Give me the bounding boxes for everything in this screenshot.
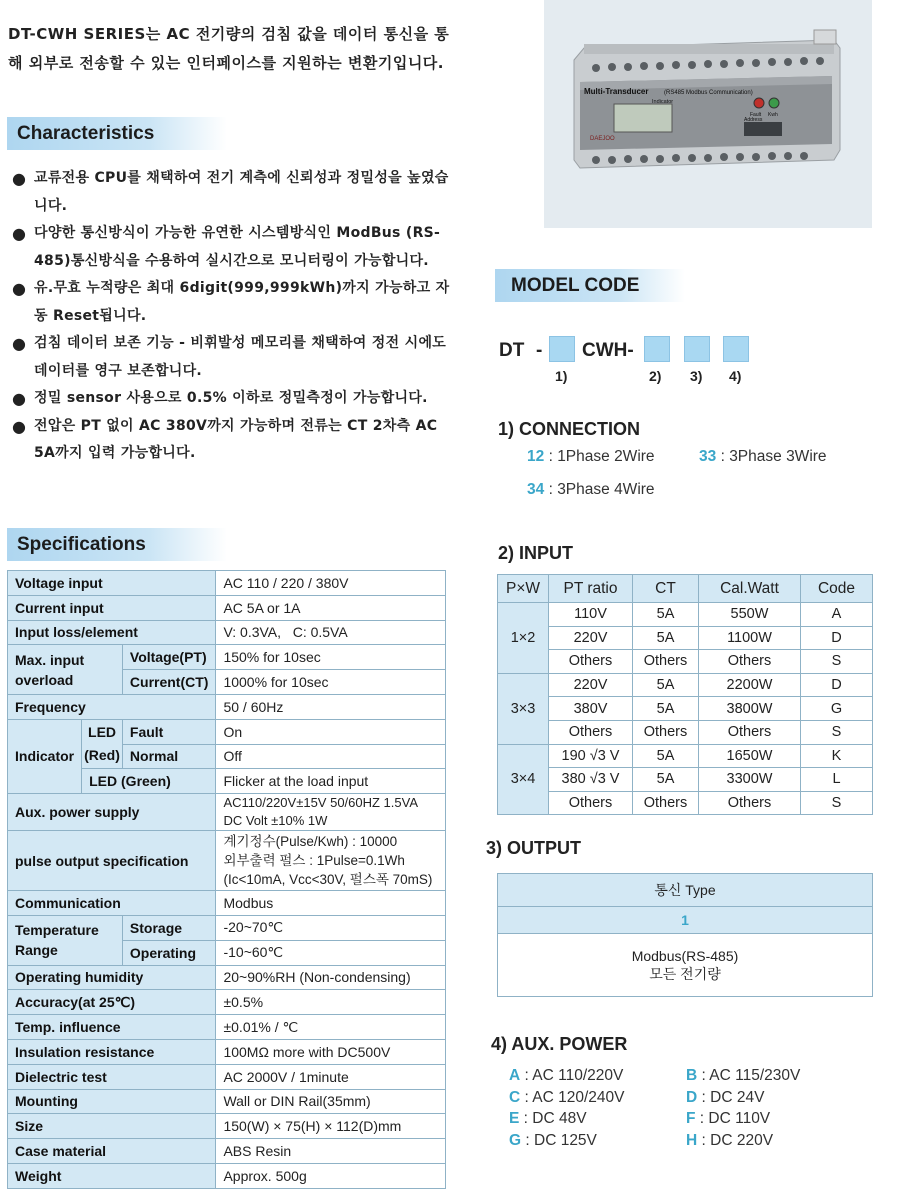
bullet-icon: ● bbox=[12, 334, 26, 353]
spec-sublabel: Normal bbox=[122, 744, 216, 769]
spec-value: 50 / 60Hz bbox=[216, 694, 446, 719]
spec-value: V: 0.3VA, C: 0.5VA bbox=[216, 620, 446, 645]
group-label: 1×2 bbox=[498, 603, 549, 674]
spec-label: Voltage input bbox=[8, 571, 216, 596]
table-row bbox=[8, 1163, 446, 1188]
table-row bbox=[498, 907, 873, 934]
spec-sublabel: Voltage(PT) bbox=[122, 645, 216, 670]
spec-value: 150% for 10sec bbox=[216, 645, 446, 670]
spec-value: Wall or DIN Rail(35mm) bbox=[216, 1089, 446, 1114]
spec-label: Weight bbox=[8, 1163, 216, 1188]
spec-value: AC110/220V±15V 50/60HZ 1.5VA DC Volt ±10% 1W bbox=[216, 794, 446, 831]
column-header: PT ratio bbox=[549, 575, 633, 603]
spec-value: AC 110 / 220 / 380V bbox=[216, 571, 446, 596]
output-code: 1 bbox=[498, 907, 873, 934]
spec-sublabel: Current(CT) bbox=[122, 670, 216, 695]
list-item: D : DC 24V bbox=[686, 1088, 765, 1106]
table-row bbox=[8, 831, 446, 891]
spec-label: Insulation resistance bbox=[8, 1039, 216, 1064]
connection-item: 34 : 3Phase 4Wire bbox=[527, 481, 655, 498]
table-row bbox=[8, 990, 446, 1015]
spec-label: pulse output specification bbox=[8, 831, 216, 891]
spec-value: -20~70℃ bbox=[216, 915, 446, 940]
bullet-icon: ● bbox=[12, 416, 26, 436]
table-row bbox=[8, 595, 446, 620]
model-code-box-4 bbox=[723, 336, 749, 362]
table-row bbox=[8, 645, 446, 670]
model-code-marker-1: 1) bbox=[555, 368, 568, 384]
aux-power-right-column bbox=[686, 1065, 800, 1151]
spec-label: Temp. influence bbox=[8, 1015, 216, 1040]
spec-label: Communication bbox=[8, 891, 216, 916]
spec-value: On bbox=[216, 719, 446, 744]
spec-label: Operating humidity bbox=[8, 965, 216, 990]
model-code-dash: - bbox=[536, 340, 543, 361]
aux-power-left-column bbox=[509, 1065, 625, 1151]
connection-item: 33 : 3Phase 3Wire bbox=[699, 448, 827, 465]
fault-text: Fault bbox=[750, 112, 762, 118]
spec-value: Modbus bbox=[216, 891, 446, 916]
specifications-table bbox=[7, 570, 446, 1189]
spec-sublabel: Fault bbox=[122, 719, 216, 744]
model-code-box-2 bbox=[644, 336, 670, 362]
model-code-marker-4: 4) bbox=[729, 368, 742, 384]
spec-label: Frequency bbox=[8, 694, 216, 719]
product-photo bbox=[544, 0, 872, 228]
led-red-label: LED (Red) bbox=[82, 719, 123, 769]
list-item: ● 전압은 PT 없이 AC 380V까지 가능하며 전류는 CT 2차측 AC 5A까지 입력 가능합니다. bbox=[12, 413, 452, 468]
list-item: F : DC 110V bbox=[686, 1110, 771, 1127]
list-item: ● 유.무효 누적량은 최대 6digit(999,999kWh)까지 가능하고 자동 Reset됩니다. bbox=[12, 275, 452, 330]
spec-value: ±0.01% / ℃ bbox=[216, 1015, 446, 1040]
spec-value: Approx. 500g bbox=[216, 1163, 446, 1188]
spec-value: 100MΩ more with DC500V bbox=[216, 1039, 446, 1064]
address-text: Address bbox=[744, 117, 763, 123]
spec-value: 1000% for 10sec bbox=[216, 670, 446, 695]
aux-power-heading: 4) AUX. POWER bbox=[491, 1034, 628, 1054]
specifications-heading: Specifications bbox=[7, 528, 227, 561]
spec-label: Temperature Range bbox=[8, 915, 123, 965]
model-code-box-3 bbox=[684, 336, 710, 362]
list-item: C : AC 120/240V bbox=[509, 1088, 625, 1106]
model-code-middle: CWH- bbox=[582, 340, 634, 361]
list-item: B : AC 115/230V bbox=[686, 1067, 801, 1084]
device-name-text: Multi-Transducer bbox=[584, 87, 649, 96]
table-row bbox=[8, 1039, 446, 1064]
spec-value: AC 5A or 1A bbox=[216, 595, 446, 620]
group-label: 3×4 bbox=[498, 744, 549, 815]
spec-sublabel: Storage bbox=[122, 915, 216, 940]
column-header: P×W bbox=[498, 575, 549, 603]
brand-logo: DAEJOO bbox=[590, 136, 615, 142]
model-code-marker-3: 3) bbox=[690, 368, 703, 384]
spec-label: Max. input overload bbox=[8, 645, 123, 695]
bullet-icon: ● bbox=[12, 279, 26, 298]
table-row: Others Others Others S bbox=[498, 791, 873, 815]
table-row bbox=[8, 915, 446, 940]
table-row bbox=[8, 1015, 446, 1040]
table-row bbox=[8, 794, 446, 831]
bullet-icon: ● bbox=[12, 224, 26, 243]
list-item: H : DC 220V bbox=[686, 1131, 774, 1149]
model-code-heading: MODEL CODE bbox=[495, 269, 685, 302]
spec-sublabel: LED (Green) bbox=[82, 769, 216, 794]
device-sub-text: (RS485 Modbus Communication) bbox=[664, 90, 753, 96]
table-row bbox=[8, 694, 446, 719]
connection-item: 12 : 1Phase 2Wire bbox=[527, 448, 655, 465]
table-row: 3×3 220V 5A 2200W D bbox=[498, 673, 873, 697]
spec-label: Aux. power supply bbox=[8, 794, 216, 831]
spec-label: Input loss/element bbox=[8, 620, 216, 645]
table-row: 1×2 110V 5A 550W A bbox=[498, 603, 873, 627]
model-code-prefix: DT bbox=[499, 340, 525, 361]
table-row bbox=[8, 891, 446, 916]
connection-heading: 1) CONNECTION bbox=[498, 419, 641, 439]
table-row bbox=[498, 934, 873, 997]
list-item: ● 검침 데이터 보존 기능 - 비휘발성 메모리를 채택하여 정전 시에도 데이터를 영구 보존합니다. bbox=[12, 330, 452, 385]
list-item: A : AC 110/220V bbox=[509, 1067, 624, 1084]
spec-value: -10~60℃ bbox=[216, 940, 446, 965]
table-row bbox=[8, 1114, 446, 1139]
table-row bbox=[8, 571, 446, 596]
output-header: 통신 Type bbox=[498, 874, 873, 907]
output-heading: 3) OUTPUT bbox=[486, 838, 582, 858]
list-item: ● 정밀 sensor 사용으로 0.5% 이하로 정밀측정이 가능합니다. bbox=[12, 385, 452, 413]
spec-label: Case material bbox=[8, 1139, 216, 1164]
spec-value: 20~90%RH (Non-condensing) bbox=[216, 965, 446, 990]
model-code-marker-2: 2) bbox=[649, 368, 662, 384]
list-item: E : DC 48V bbox=[509, 1110, 587, 1127]
spec-label: Mounting bbox=[8, 1089, 216, 1114]
table-row: 380V 5A 3800W G bbox=[498, 697, 873, 721]
transducer-illustration bbox=[544, 0, 872, 228]
group-label: 3×3 bbox=[498, 673, 549, 744]
column-header: Cal.Watt bbox=[699, 575, 801, 603]
spec-value: Off bbox=[216, 744, 446, 769]
bullet-icon: ● bbox=[12, 169, 26, 188]
table-row: 220V 5A 1100W D bbox=[498, 626, 873, 650]
model-code-box-1 bbox=[549, 336, 575, 362]
kwh-text: Kwh bbox=[768, 112, 778, 118]
table-header-row bbox=[498, 575, 873, 603]
table-row bbox=[8, 1064, 446, 1089]
bullet-icon: ● bbox=[12, 389, 26, 408]
table-row bbox=[8, 719, 446, 744]
output-value: Modbus(RS-485) 모든 전기량 bbox=[498, 934, 873, 997]
output-table bbox=[497, 873, 873, 997]
column-header: Code bbox=[801, 575, 873, 603]
spec-value: 계기정수(Pulse/Kwh) : 10000 외부출력 펄스 : 1Pulse=0.1Wh (Ic<10mA, Vcc<30V, 펄스폭 70mS) bbox=[216, 831, 446, 891]
table-row bbox=[8, 965, 446, 990]
table-row: 380 √3 V 5A 3300W L bbox=[498, 768, 873, 792]
characteristics-heading: Characteristics bbox=[7, 117, 227, 150]
input-heading: 2) INPUT bbox=[498, 543, 574, 563]
spec-label: Current input bbox=[8, 595, 216, 620]
list-item: ● 다양한 통신방식이 가능한 유연한 시스템방식인 ModBus (RS-485)통신방식을 수용하여 실시간으로 모니터링이 가능합니다. bbox=[12, 220, 452, 275]
list-item: ● 교류전용 CPU를 채택하여 전기 계측에 신뢰성과 정밀성을 높였습니다. bbox=[12, 165, 452, 220]
indicator-text: Indicator bbox=[652, 99, 674, 105]
spec-value: 150(W) × 75(H) × 112(D)mm bbox=[216, 1114, 446, 1139]
spec-label: Indicator bbox=[8, 719, 82, 793]
spec-value: Flicker at the load input bbox=[216, 769, 446, 794]
table-row bbox=[498, 874, 873, 907]
spec-value: ABS Resin bbox=[216, 1139, 446, 1164]
table-row: Others Others Others S bbox=[498, 650, 873, 674]
spec-sublabel: Operating bbox=[122, 940, 216, 965]
table-row bbox=[8, 620, 446, 645]
table-row: 3×4 190 √3 V 5A 1650W K bbox=[498, 744, 873, 768]
table-row: Others Others Others S bbox=[498, 720, 873, 744]
table-row bbox=[8, 1139, 446, 1164]
spec-value: AC 2000V / 1minute bbox=[216, 1064, 446, 1089]
spec-label: Dielectric test bbox=[8, 1064, 216, 1089]
spec-value: ±0.5% bbox=[216, 990, 446, 1015]
column-header: CT bbox=[633, 575, 699, 603]
spec-label: Accuracy(at 25℃) bbox=[8, 990, 216, 1015]
intro-text: DT-CWH SERIES는 AC 전기량의 검침 값을 데이터 통신을 통해 외부로 전송할 수 있는 인터페이스를 지원하는 변환기입니다. bbox=[8, 25, 450, 72]
spec-label: Size bbox=[8, 1114, 216, 1139]
input-table bbox=[497, 574, 873, 815]
characteristics-list bbox=[12, 165, 452, 468]
list-item: G : DC 125V bbox=[509, 1131, 597, 1149]
table-row bbox=[8, 1089, 446, 1114]
